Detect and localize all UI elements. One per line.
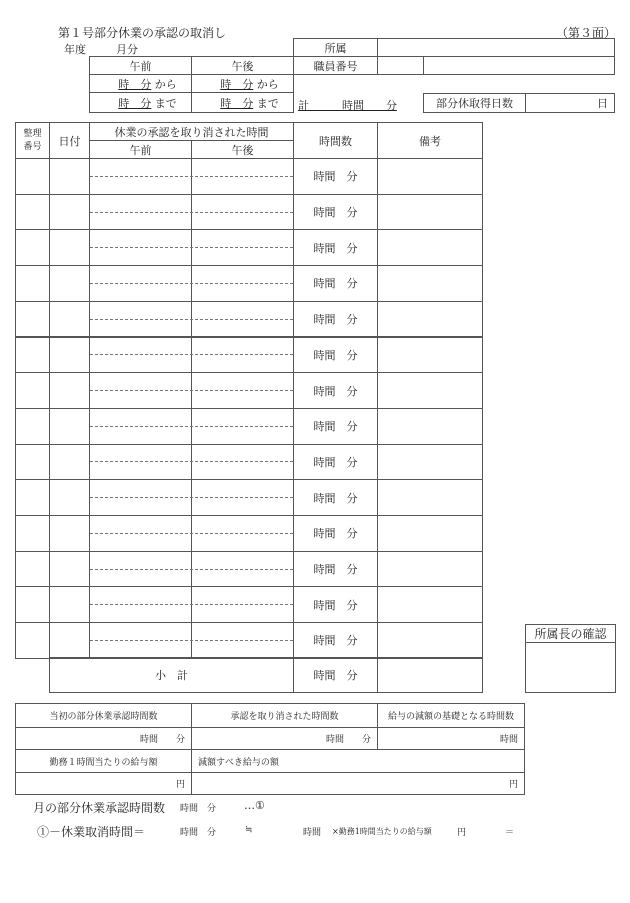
cancelled-hours-field[interactable]: 時間 分 bbox=[191, 727, 378, 750]
reduction-label: 減額すべき給与の額 bbox=[191, 749, 525, 773]
initial-hours-field[interactable]: 時間 分 bbox=[15, 727, 192, 750]
row-notes-cell[interactable] bbox=[377, 622, 483, 659]
hourly-pay-label: 勤務１時間当たりの給与額 bbox=[15, 749, 192, 773]
row-date-cell[interactable] bbox=[49, 444, 90, 481]
row-number-cell[interactable] bbox=[15, 622, 50, 659]
page-label: （第３面） bbox=[556, 26, 617, 40]
pm-header: 午後 bbox=[191, 56, 294, 75]
affiliation-field[interactable] bbox=[377, 38, 615, 57]
row-number-cell[interactable] bbox=[15, 158, 50, 195]
row-number-cell[interactable] bbox=[15, 229, 50, 266]
days-label: 部分休取得日数 bbox=[423, 93, 526, 113]
row-number-cell[interactable] bbox=[15, 408, 50, 445]
col-am-header: 午前 bbox=[89, 140, 192, 159]
row-divider bbox=[90, 176, 293, 177]
subtotal-notes[interactable] bbox=[377, 657, 483, 693]
formula-equals: ＝ bbox=[505, 828, 515, 838]
cancelled-hours-label: 承認を取り消された時間数 bbox=[191, 703, 378, 728]
row-date-cell[interactable] bbox=[49, 515, 90, 552]
row-notes-cell[interactable] bbox=[377, 408, 483, 445]
pm-to-field[interactable] bbox=[191, 92, 294, 113]
row-date-cell[interactable] bbox=[49, 229, 90, 266]
initial-hours-label: 当初の部分休業承認時間数 bbox=[15, 703, 192, 728]
row-notes-cell[interactable] bbox=[377, 265, 483, 302]
row-hours-cell[interactable]: 時間 分 bbox=[293, 479, 378, 516]
pm-to-time: 時 分 bbox=[220, 96, 254, 110]
year-label: 年度 bbox=[64, 43, 86, 56]
row-hours-cell[interactable]: 時間 分 bbox=[293, 551, 378, 588]
row-hours-cell[interactable]: 時間 分 bbox=[293, 372, 378, 409]
am-to-suffix: まで bbox=[154, 96, 177, 110]
row-notes-cell[interactable] bbox=[377, 337, 483, 374]
row-date-cell[interactable] bbox=[49, 194, 90, 231]
am-to-field[interactable] bbox=[89, 92, 192, 113]
confirm-label: 所属長の確認 bbox=[525, 624, 616, 643]
row-divider bbox=[90, 247, 293, 248]
row-hours-cell[interactable]: 時間 分 bbox=[293, 229, 378, 266]
formula-line2-label: ①－休業取消時間＝ bbox=[37, 825, 146, 839]
row-divider bbox=[90, 283, 293, 284]
staff-no-label: 職員番号 bbox=[293, 56, 378, 75]
formula-line2-value: 時間 分 bbox=[180, 828, 217, 838]
total-time: 計 時間 分 bbox=[298, 99, 397, 112]
row-notes-cell[interactable] bbox=[377, 551, 483, 588]
col-number-header: 整理番号 bbox=[15, 122, 50, 159]
subtotal-hours[interactable]: 時間 分 bbox=[293, 657, 378, 693]
staff-no-field-2[interactable] bbox=[423, 56, 615, 75]
col-notes-header: 備考 bbox=[377, 122, 483, 159]
row-hours-cell[interactable]: 時間 分 bbox=[293, 515, 378, 552]
pm-from-time: 時 分 bbox=[220, 77, 254, 91]
formula-line2-hours: 時間 bbox=[303, 828, 322, 838]
row-date-cell[interactable] bbox=[49, 301, 90, 338]
subtotal-label: 小 計 bbox=[49, 657, 294, 693]
row-divider bbox=[90, 533, 293, 534]
row-notes-cell[interactable] bbox=[377, 372, 483, 409]
row-date-cell[interactable] bbox=[49, 372, 90, 409]
row-number-cell[interactable] bbox=[15, 586, 50, 623]
row-divider bbox=[90, 497, 293, 498]
row-divider bbox=[90, 461, 293, 462]
row-notes-cell[interactable] bbox=[377, 194, 483, 231]
reduction-field[interactable]: 円 bbox=[191, 772, 525, 795]
col-cancel-header: 休業の承認を取り消された時間 bbox=[89, 122, 294, 141]
row-divider bbox=[90, 640, 293, 641]
row-notes-cell[interactable] bbox=[377, 515, 483, 552]
pm-from-suffix: から bbox=[256, 77, 279, 91]
row-hours-cell[interactable]: 時間 分 bbox=[293, 158, 378, 195]
form-title: 第１号部分休業の承認の取消し bbox=[58, 26, 227, 40]
row-hours-cell[interactable]: 時間 分 bbox=[293, 337, 378, 374]
row-date-cell[interactable] bbox=[49, 586, 90, 623]
row-hours-cell[interactable]: 時間 分 bbox=[293, 301, 378, 338]
row-hours-cell[interactable]: 時間 分 bbox=[293, 194, 378, 231]
row-date-cell[interactable] bbox=[49, 265, 90, 302]
row-divider bbox=[90, 390, 293, 391]
am-from-suffix: から bbox=[154, 77, 177, 91]
col-hours-header: 時間数 bbox=[293, 122, 378, 159]
formula-line1-label: 月の部分休業承認時間数 bbox=[33, 801, 166, 815]
formula-yen: 円 bbox=[457, 828, 467, 838]
month-label: 月分 bbox=[116, 43, 138, 56]
row-date-cell[interactable] bbox=[49, 337, 90, 374]
row-date-cell[interactable] bbox=[49, 622, 90, 659]
row-number-cell[interactable] bbox=[15, 515, 50, 552]
basis-hours-field[interactable]: 時間 bbox=[377, 727, 525, 750]
row-divider bbox=[90, 212, 293, 213]
row-notes-cell[interactable] bbox=[377, 229, 483, 266]
row-divider bbox=[90, 426, 293, 427]
row-hours-cell[interactable]: 時間 分 bbox=[293, 586, 378, 623]
row-notes-cell[interactable] bbox=[377, 301, 483, 338]
row-date-cell[interactable] bbox=[49, 158, 90, 195]
pm-from-field[interactable] bbox=[191, 74, 294, 93]
row-number-cell[interactable] bbox=[15, 194, 50, 231]
basis-hours-label: 給与の減額の基礎となる時間数 bbox=[377, 703, 525, 728]
formula-line1-mark: …① bbox=[244, 799, 265, 812]
col-date-header: 日付 bbox=[49, 122, 90, 159]
row-notes-cell[interactable] bbox=[377, 444, 483, 481]
affiliation-label: 所属 bbox=[293, 38, 378, 57]
formula-approx: ≒ bbox=[245, 825, 253, 835]
row-divider bbox=[90, 604, 293, 605]
staff-no-field-1[interactable] bbox=[377, 56, 424, 75]
confirm-stamp-box[interactable] bbox=[525, 642, 616, 693]
am-from-time: 時 分 bbox=[118, 77, 152, 91]
row-number-cell[interactable] bbox=[15, 444, 50, 481]
am-header: 午前 bbox=[89, 56, 192, 75]
row-date-cell[interactable] bbox=[49, 479, 90, 516]
row-hours-cell[interactable]: 時間 分 bbox=[293, 408, 378, 445]
am-to-time: 時 分 bbox=[118, 96, 152, 110]
row-number-cell[interactable] bbox=[15, 551, 50, 588]
row-number-cell[interactable] bbox=[15, 265, 50, 302]
row-date-cell[interactable] bbox=[49, 551, 90, 588]
row-hours-cell[interactable]: 時間 分 bbox=[293, 265, 378, 302]
col-pm-header: 午後 bbox=[191, 140, 294, 159]
row-hours-cell[interactable]: 時間 分 bbox=[293, 444, 378, 481]
am-from-field[interactable] bbox=[89, 74, 192, 93]
row-divider bbox=[90, 319, 293, 320]
pm-to-suffix: まで bbox=[256, 96, 279, 110]
row-hours-cell[interactable]: 時間 分 bbox=[293, 622, 378, 659]
row-divider bbox=[90, 354, 293, 355]
row-divider bbox=[90, 569, 293, 570]
row-notes-cell[interactable] bbox=[377, 158, 483, 195]
row-number-cell[interactable] bbox=[15, 337, 50, 374]
row-number-cell[interactable] bbox=[15, 301, 50, 338]
row-date-cell[interactable] bbox=[49, 408, 90, 445]
hourly-pay-field[interactable]: 円 bbox=[15, 772, 192, 795]
row-number-cell[interactable] bbox=[15, 372, 50, 409]
days-field[interactable]: 日 bbox=[525, 93, 615, 113]
row-notes-cell[interactable] bbox=[377, 586, 483, 623]
row-number-cell[interactable] bbox=[15, 479, 50, 516]
row-notes-cell[interactable] bbox=[377, 479, 483, 516]
formula-multiplier: ×勤務1時間当たりの給与額 bbox=[332, 827, 432, 836]
formula-line1-value: 時間 分 bbox=[180, 804, 217, 814]
